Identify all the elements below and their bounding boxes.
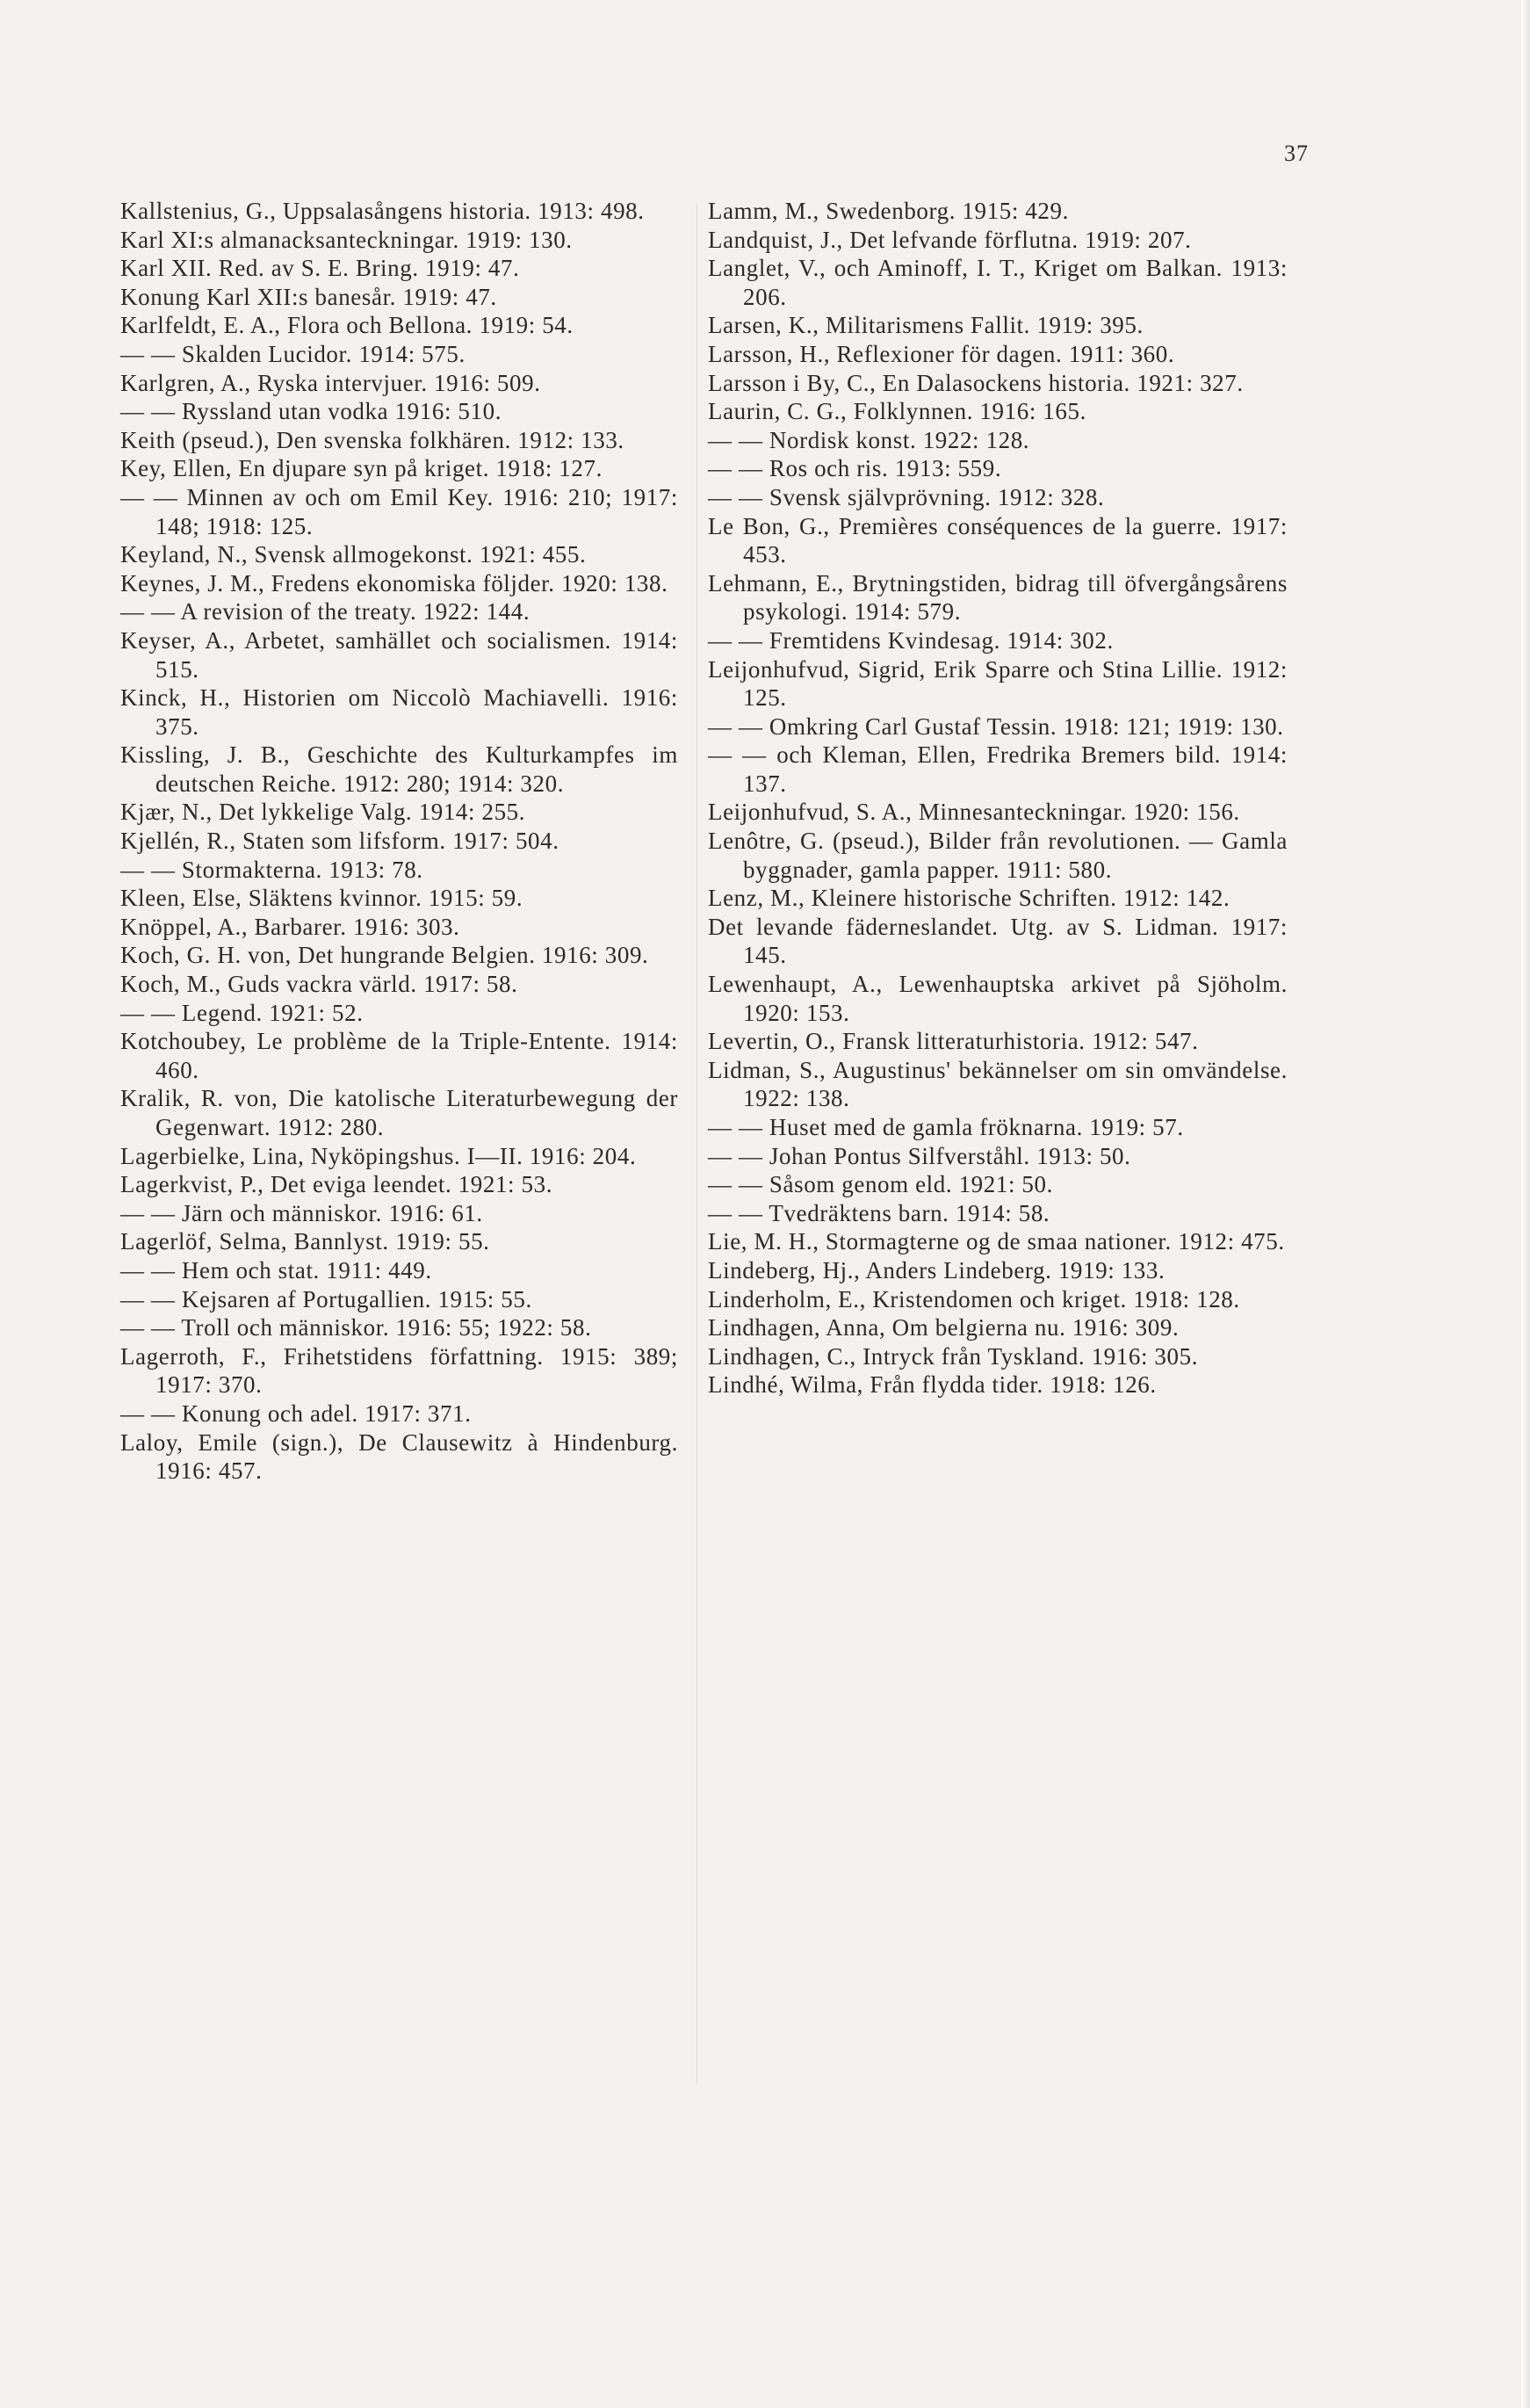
index-entry: Konung Karl XII:s banesår. 1919: 47. (120, 283, 497, 310)
index-entry: Landquist, J., Det lefvande förflutna. 1919: 207. (708, 226, 1192, 253)
index-entry: Lagerbielke, Lina, Nyköpingshus. I—II. 1916: 204. (120, 1142, 637, 1169)
index-entry: Key, Ellen, En djupare syn på kriget. 1918: 127. (120, 455, 603, 482)
index-entry: Lewenhaupt, A., Lewenhauptska arkivet på Sjöholm. 1920: 153. (708, 971, 1288, 1026)
index-entry: Lie, M. H., Stormagterne og de smaa nationer. 1912: 475. (708, 1228, 1285, 1255)
index-entry: Kotchoubey, Le problème de la Triple-Entente. 1914: 460. (120, 1028, 678, 1083)
index-entry: Lagerlöf, Selma, Bannlyst. 1919: 55. (120, 1228, 490, 1255)
index-entry: Lamm, M., Swedenborg. 1915: 429. (708, 198, 1069, 224)
index-entry: Lenz, M., Kleinere historische Schriften. 1912: 142. (708, 885, 1230, 912)
index-entry: — — Skalden Lucidor. 1914: 575. (120, 340, 465, 367)
index-entry: Knöppel, A., Barbarer. 1916: 303. (120, 913, 460, 940)
index-entry: Lagerroth, F., Frihetstidens författning. 1915: 389; 1917: 370. (120, 1342, 678, 1399)
index-entry: — — Svensk självprövning. 1912: 328. (708, 483, 1105, 510)
index-entry: Kinck, H., Historien om Niccolò Machiavelli. 1916: 375. (120, 684, 678, 740)
index-entry: Lindeberg, Hj., Anders Lindeberg. 1919: 133. (708, 1256, 1166, 1284)
index-entry: Larsson, H., Reflexioner för dagen. 1911: 360. (708, 340, 1175, 367)
index-entry: Larsen, K., Militarismens Fallit. 1919: 395. (708, 312, 1144, 339)
index-entry: Karl XII. Red. av S. E. Bring. 1919: 47. (120, 255, 520, 282)
index-entry: Keynes, J. M., Fredens ekonomiska följder. 1920: 138. (120, 569, 668, 597)
index-entry: — — Konung och adel. 1917: 371. (120, 1399, 472, 1427)
index-entry: Kleen, Else, Släktens kvinnor. 1915: 59. (120, 885, 523, 912)
index-entry: Kjær, N., Det lykkelige Valg. 1914: 255. (120, 799, 526, 826)
index-entry: Lidman, S., Augustinus' bekännelser om sin omvändelse. 1922: 138. (708, 1056, 1288, 1112)
index-entry: Langlet, V., och Aminoff, I. T., Kriget om Balkan. 1913: 206. (708, 255, 1288, 310)
index-entry: Lehmann, E., Brytningstiden, bidrag till öfvergångsårens psykologi. 1914: 579. (708, 569, 1288, 626)
index-entry: — — Fremtidens Kvindesag. 1914: 302. (708, 626, 1114, 654)
index-entry: Laloy, Emile (sign.), De Clausewitz à Hindenburg. 1916: 457. (120, 1428, 678, 1485)
index-entry: — — Legend. 1921: 52. (120, 999, 364, 1026)
page-edge (1521, 0, 1530, 2408)
index-entry: Levertin, O., Fransk litteraturhistoria. 1912: 547. (708, 1028, 1199, 1055)
index-entry: Le Bon, G., Premières conséquences de la guerre. 1917: 453. (708, 512, 1288, 568)
left-column (120, 197, 678, 1486)
column-divider (696, 204, 697, 2084)
index-entry: Koch, M., Guds vackra värld. 1917: 58. (120, 971, 518, 998)
index-entry: Lenôtre, G. (pseud.), Bilder från revolutionen. — Gamla byggnader, gamla papper. 1911: 580. (708, 828, 1288, 883)
index-entry: Karlfeldt, E. A., Flora och Bellona. 1919: 54. (120, 312, 574, 339)
index-entry: — — Huset med de gamla fröknarna. 1919: 57. (708, 1114, 1184, 1140)
index-entry: — — Johan Pontus Silfverståhl. 1913: 50. (708, 1142, 1131, 1169)
index-entry: Leijonhufvud, Sigrid, Erik Sparre och Stina Lillie. 1912: 125. (708, 655, 1288, 712)
index-entry: — — Kejsaren af Portugallien. 1915: 55. (120, 1285, 532, 1312)
index-entry: Lindhagen, Anna, Om belgierna nu. 1916: 309. (708, 1314, 1180, 1341)
index-entry: — — Såsom genom eld. 1921: 50. (708, 1171, 1053, 1198)
index-entry: Kralik, R. von, Die katolische Literaturbewegung der Gegenwart. 1912: 280. (120, 1085, 678, 1140)
index-entry: — — Stormakterna. 1913: 78. (120, 856, 423, 883)
index-entry: — — Minnen av och om Emil Key. 1916: 210; 1917: 148; 1918: 125. (120, 483, 678, 539)
index-entry: Lindhagen, C., Intryck från Tyskland. 1916: 305. (708, 1342, 1199, 1370)
index-entry: — — Hem och stat. 1911: 449. (120, 1256, 432, 1284)
index-entry: Kissling, J. B., Geschichte des Kulturkampfes im deutschen Reiche. 1912: 280; 1914: 320. (120, 741, 678, 797)
page-number: 37 (1284, 141, 1309, 166)
index-entry: — — och Kleman, Ellen, Fredrika Bremers bild. 1914: 137. (708, 741, 1288, 797)
index-entry: — — Järn och människor. 1916: 61. (120, 1199, 483, 1226)
index-entry: — — Ryssland utan vodka 1916: 510. (120, 398, 502, 425)
index-entry: Koch, G. H. von, Det hungrande Belgien. 1916: 309. (120, 942, 649, 969)
index-entry: Laurin, C. G., Folklynnen. 1916: 165. (708, 398, 1086, 425)
index-entry: Det levande fäderneslandet. Utg. av S. Lidman. 1917: 145. (708, 913, 1288, 969)
index-entry: Keith (pseud.), Den svenska folkhären. 1912: 133. (120, 426, 624, 453)
index-entry: — — Tvedräktens barn. 1914: 58. (708, 1199, 1050, 1226)
index-entry: — — Omkring Carl Gustaf Tessin. 1918: 121; 1919: 130. (708, 712, 1284, 740)
index-entry: — — Nordisk konst. 1922: 128. (708, 426, 1030, 453)
index-entry: Kjellén, R., Staten som lifsform. 1917: 504. (120, 828, 559, 855)
index-entry: Lagerkvist, P., Det eviga leendet. 1921: 53. (120, 1171, 553, 1198)
right-column (708, 197, 1288, 1399)
index-entry: Karl XI:s almanacksanteckningar. 1919: 130. (120, 226, 573, 253)
index-entry: Larsson i By, C., En Dalasockens historia. 1921: 327. (708, 369, 1244, 396)
index-entry: — — Ros och ris. 1913: 559. (708, 455, 1002, 482)
index-entry: Keyland, N., Svensk allmogekonst. 1921: 455. (120, 541, 587, 568)
index-entry: Kallstenius, G., Uppsalasångens historia. 1913: 498. (120, 198, 645, 224)
index-entry: Keyser, A., Arbetet, samhället och socialismen. 1914: 515. (120, 626, 678, 683)
index-entry: Linderholm, E., Kristendomen och kriget. 1918: 128. (708, 1285, 1240, 1312)
index-entry: Lindhé, Wilma, Från flydda tider. 1918: 126. (708, 1371, 1157, 1399)
index-entry: Karlgren, A., Ryska intervjuer. 1916: 509. (120, 369, 541, 396)
index-entry: Leijonhufvud, S. A., Minnesanteckningar. 1920: 156. (708, 799, 1240, 826)
index-entry: — — A revision of the treaty. 1922: 144. (120, 598, 530, 626)
index-entry: — — Troll och människor. 1916: 55; 1922: 58. (120, 1314, 592, 1341)
